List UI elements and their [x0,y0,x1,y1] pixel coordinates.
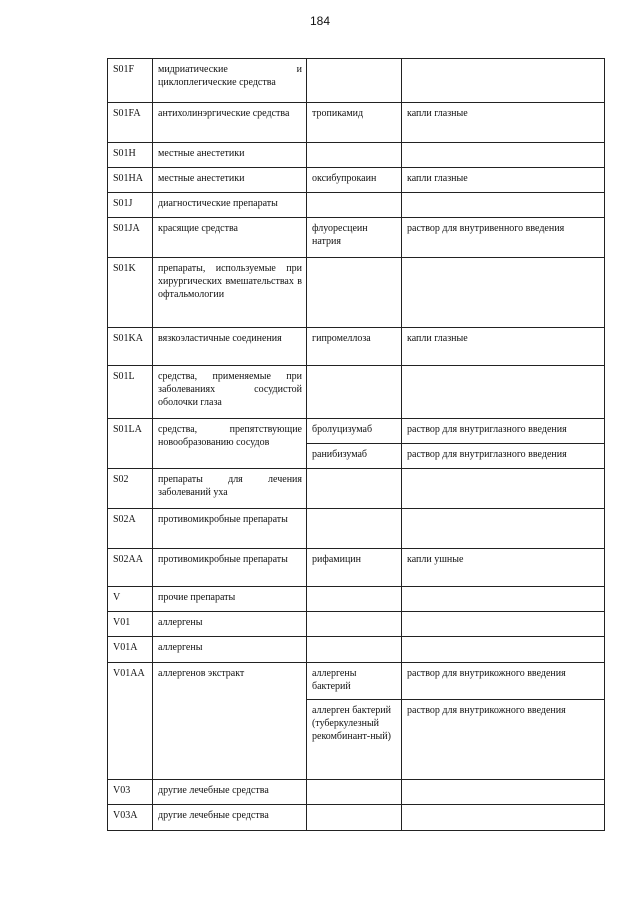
drug-name: ранибизумаб [307,444,402,469]
dosage-form: капли глазные [402,103,605,143]
atc-code: V01 [108,612,153,637]
drug-name [307,59,402,103]
table-row [108,258,605,328]
group-name: антихолинэргические средства [153,103,307,143]
table-row [108,612,605,637]
dosage-form: раствор для внутривенного введения [402,218,605,258]
group-name: мидриатические и циклоплегические средства [153,59,307,103]
dosage-form [402,143,605,168]
dosage-form: капли глазные [402,328,605,366]
atc-code: S01L [108,366,153,419]
drug-name: рифамицин [307,549,402,587]
dosage-form [402,637,605,663]
atc-code: S02A [108,509,153,549]
atc-code: S01KA [108,328,153,366]
atc-code: S01FA [108,103,153,143]
group-name: вязкоэластичные соединения [153,328,307,366]
table-row [108,637,605,663]
table-row [108,419,605,444]
group-name: средства, применяемые при заболеваниях сосудистой оболочки глаза [153,366,307,419]
table-row [108,805,605,831]
drug-name [307,143,402,168]
atc-code: S01JA [108,218,153,258]
dosage-form [402,587,605,612]
drug-name [307,366,402,419]
drug-name [307,258,402,328]
group-name: противомикробные препараты [153,509,307,549]
atc-code: S01LA [108,419,153,469]
atc-code: S01HA [108,168,153,193]
atc-code: S01H [108,143,153,168]
dosage-form: раствор для внутрикожного введения [402,700,605,780]
dosage-form [402,59,605,103]
atc-code: V [108,587,153,612]
drug-classification-table [107,58,605,831]
drug-name [307,612,402,637]
group-name: диагностические препараты [153,193,307,218]
drug-name: оксибупрокаин [307,168,402,193]
group-name: другие лечебные средства [153,805,307,831]
dosage-form [402,258,605,328]
drug-name: аллергены бактерий [307,663,402,700]
atc-code: S01J [108,193,153,218]
atc-code: S01F [108,59,153,103]
group-name: красящие средства [153,218,307,258]
dosage-form [402,805,605,831]
group-name: средства, препятствующие новообразованию сосудов [153,419,307,469]
group-name: местные анестетики [153,143,307,168]
drug-name: гипромеллоза [307,328,402,366]
drug-name [307,780,402,805]
dosage-form: раствор для внутрикожного введения [402,663,605,700]
atc-code: V01A [108,637,153,663]
atc-code: V01AA [108,663,153,780]
atc-code: S02AA [108,549,153,587]
table-row [108,143,605,168]
dosage-form: капли глазные [402,168,605,193]
dosage-form [402,366,605,419]
dosage-form [402,780,605,805]
dosage-form [402,193,605,218]
table-row [108,587,605,612]
group-name: местные анестетики [153,168,307,193]
drug-name [307,587,402,612]
table-row [108,168,605,193]
group-name: прочие препараты [153,587,307,612]
group-name: противомикробные препараты [153,549,307,587]
atc-code: V03 [108,780,153,805]
drug-name [307,469,402,509]
table-row [108,366,605,419]
drug-name [307,805,402,831]
drug-name: тропикамид [307,103,402,143]
drug-name [307,637,402,663]
table-row [108,59,605,103]
table-row [108,218,605,258]
dosage-form [402,612,605,637]
group-name: аллергенов экстракт [153,663,307,780]
group-name: аллергены [153,612,307,637]
table-row [108,469,605,509]
table-row [108,103,605,143]
atc-code: V03A [108,805,153,831]
table-row [108,328,605,366]
table-row [108,549,605,587]
group-name: препараты для лечения заболеваний уха [153,469,307,509]
table-row [108,780,605,805]
table-row [108,663,605,700]
group-name: препараты, используемые при хирургических вмешательствах в офтальмологии [153,258,307,328]
group-name: другие лечебные средства [153,780,307,805]
page-number: 184 [309,14,331,28]
table-row [108,193,605,218]
atc-code: S02 [108,469,153,509]
drug-name: флуоресцеин натрия [307,218,402,258]
dosage-form [402,509,605,549]
drug-name: бролуцизумаб [307,419,402,444]
drug-name: аллерген бактерий (туберкулезный рекомбинант-ный) [307,700,402,780]
table-row [108,509,605,549]
drug-name [307,193,402,218]
dosage-form: раствор для внутриглазного введения [402,444,605,469]
dosage-form: раствор для внутриглазного введения [402,419,605,444]
group-name: аллергены [153,637,307,663]
drug-name [307,509,402,549]
atc-code: S01K [108,258,153,328]
dosage-form: капли ушные [402,549,605,587]
dosage-form [402,469,605,509]
